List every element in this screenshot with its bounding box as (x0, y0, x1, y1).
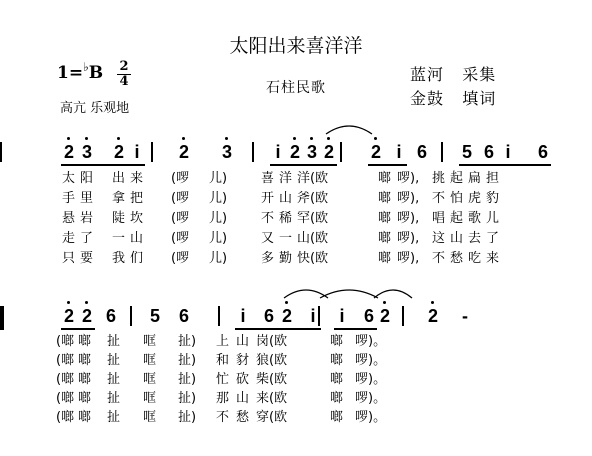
meter-top: 2 (119, 59, 129, 74)
note: 2 (281, 306, 292, 326)
lyric-word: 穿(欧 (256, 410, 288, 425)
lyric-word: 吃 (468, 251, 482, 266)
lyric-word: 虎 (468, 191, 482, 206)
lyric-word: 了 (80, 231, 94, 246)
lyric-word: 哐 (143, 372, 157, 387)
note: i (396, 142, 402, 162)
lyric-word: 哐 (143, 410, 157, 425)
note: 2 (427, 306, 438, 326)
lyric-word: 啷 (78, 334, 92, 349)
lyric-word: 啷 (78, 353, 92, 368)
lyric-word: 扯) (178, 391, 197, 406)
lyric-word: 喜 (261, 171, 275, 186)
note: 2 (289, 142, 300, 162)
lyric-word: (啷 (56, 334, 75, 349)
note: 3 (81, 142, 92, 162)
note: i (505, 142, 511, 162)
credit-name: 金鼓 (410, 89, 445, 108)
lyric-word: (啰 (171, 231, 190, 246)
lyric-word: (啰 (171, 211, 190, 226)
lyric-word: 山 (279, 191, 293, 206)
lyric-word: 出 (112, 171, 126, 186)
lyric-word: 砍 (236, 372, 250, 387)
lyric-word: 豹 (486, 191, 500, 206)
lyric-word: 走 (62, 231, 76, 246)
lyric-word: 啷 (78, 372, 92, 387)
lyric-word: 啷 (330, 372, 344, 387)
lyric-word: 扯) (178, 372, 197, 387)
lyric-word: 怕 (450, 191, 464, 206)
lyric-word: 啰), (397, 231, 420, 246)
lyric-word: 啷 (378, 171, 392, 186)
lyric-word: 不 (216, 410, 230, 425)
note: 6 (105, 306, 116, 326)
song-title: 太阳出来喜洋洋 (229, 35, 363, 57)
note: 5 (461, 142, 472, 162)
lyric-word: 狼(欧 (256, 353, 288, 368)
lyric-word: 去 (468, 231, 482, 246)
lyric-word: 啷 (330, 334, 344, 349)
lyric-word: 哐 (143, 334, 157, 349)
slur (326, 126, 372, 134)
lyric-word: 扁 (468, 171, 482, 186)
lyric-word: 岩 (80, 211, 94, 226)
lyric-word: (啷 (56, 391, 75, 406)
lyric-word: 啷 (330, 410, 344, 425)
note: i (339, 306, 345, 326)
lyric-word: 上 (216, 334, 230, 349)
lyric-word: 担 (486, 171, 500, 186)
lyric-word: 愁 (450, 251, 464, 266)
lyric-word: 啰), (397, 191, 420, 206)
note: 2 (113, 142, 124, 162)
lyric-word: 山 (130, 231, 144, 246)
note: 2 (178, 142, 189, 162)
lyric-word: 啰), (397, 211, 420, 226)
lyric-word: 啷 (378, 211, 392, 226)
lyric-word: 那 (216, 391, 230, 406)
lyric-word: 来 (130, 171, 144, 186)
lyric-word: 一 (279, 231, 293, 246)
lyric-word: 稀 (279, 211, 293, 226)
note: 6 (178, 306, 189, 326)
lyric-word: 山 (450, 231, 464, 246)
lyric-word: 啰)。 (355, 410, 387, 425)
lyric-word: 起 (450, 171, 464, 186)
flat-sign: ♭ (83, 60, 89, 74)
lyric-word: 儿) (209, 231, 228, 246)
note: 3 (306, 142, 317, 162)
note: 2 (63, 142, 74, 162)
lyric-word: 啷 (378, 191, 392, 206)
note: 6 (363, 306, 374, 326)
lyric-word: 扯 (107, 334, 121, 349)
lyric-word: 又 (261, 231, 275, 246)
lyric-word: 一 (112, 231, 126, 246)
lyric-word: 开 (261, 191, 275, 206)
credit-role: 填词 (462, 89, 497, 108)
lyric-word: 挑 (432, 171, 446, 186)
lyric-word: (啷 (56, 353, 75, 368)
lyric-word: 陡 (112, 211, 126, 226)
song-origin: 石柱民歌 (266, 80, 326, 96)
lyric-word: 哐 (143, 391, 157, 406)
lyric-word: 啷 (78, 391, 92, 406)
lyric-word: 只 (62, 251, 76, 266)
lyric-word: 啰)。 (355, 391, 387, 406)
slur (374, 290, 412, 298)
note: 5 (149, 306, 160, 326)
lyric-word: 手 (62, 191, 76, 206)
lyric-word: 啰), (397, 171, 420, 186)
lyric-word: 里 (80, 191, 94, 206)
lyric-word: 扯) (178, 410, 197, 425)
lyric-word: 来 (486, 251, 500, 266)
note: i (240, 306, 246, 326)
lyric-word: 我 (112, 251, 126, 266)
lyric-word: 们 (130, 251, 144, 266)
lyric-word: 歌 (468, 211, 482, 226)
lyric-word: 愁 (236, 410, 250, 425)
note: 6 (416, 142, 427, 162)
lyric-word: (啰 (171, 251, 190, 266)
note: i (310, 306, 316, 326)
note: 6 (263, 306, 274, 326)
lyric-word: 忙 (216, 372, 230, 387)
note: 2 (81, 306, 92, 326)
lyric-word: 岗(欧 (256, 334, 288, 349)
lyric-word: 拿 (112, 191, 126, 206)
lyric-word: 把 (130, 191, 144, 206)
lyric-word: 哐 (143, 353, 157, 368)
lyric-word: 儿) (209, 251, 228, 266)
lyric-word: 山 (236, 334, 250, 349)
lyric-word: 太 (62, 171, 76, 186)
lyric-word: 悬 (62, 211, 76, 226)
note: 2 (379, 306, 390, 326)
lyric-word: 啰)。 (355, 353, 387, 368)
lyric-word: 勤 (279, 251, 293, 266)
lyric-word: 柴(欧 (256, 372, 288, 387)
note: 6 (537, 142, 548, 162)
note: 2 (63, 306, 74, 326)
lyric-word: 啷 (78, 410, 92, 425)
lyric-word: 扯 (107, 372, 121, 387)
lyric-word: 儿) (209, 191, 228, 206)
lyric-word: 这 (432, 231, 446, 246)
note: 2 (323, 142, 334, 162)
lyric-word: 不 (432, 251, 446, 266)
lyric-word: (啷 (56, 372, 75, 387)
lyric-word: 快(欧 (297, 251, 329, 266)
key-letter: B (88, 63, 104, 83)
lyric-word: 洋 (279, 171, 293, 186)
lyric-word: (啷 (56, 410, 75, 425)
lyric-word: 不 (261, 211, 275, 226)
meter-bottom: 4 (119, 74, 129, 89)
lyric-word: 山(欧 (297, 231, 329, 246)
lyric-word: 唱 (432, 211, 446, 226)
lyric-word: 扯) (178, 334, 197, 349)
note: 6 (483, 142, 494, 162)
lyric-word: 豺 (236, 353, 250, 368)
note: i (275, 142, 281, 162)
lyric-word: 啷 (378, 251, 392, 266)
credit-name: 蓝河 (410, 65, 445, 84)
lyric-word: 啰), (397, 251, 420, 266)
note: 3 (221, 142, 232, 162)
lyric-word: 来(欧 (256, 391, 288, 406)
lyric-word: 多 (261, 251, 275, 266)
lyric-word: 啰)。 (355, 334, 387, 349)
lyric-word: 扯 (107, 353, 121, 368)
lyric-word: 儿) (209, 171, 228, 186)
lyric-word: 罕(欧 (297, 211, 329, 226)
lyric-word: 要 (80, 251, 94, 266)
lyric-word: 扯 (107, 410, 121, 425)
lyric-word: 阳 (80, 171, 94, 186)
lyric-word: (啰 (171, 191, 190, 206)
lyric-word: 啰)。 (355, 372, 387, 387)
key-prefix: 1= (57, 63, 84, 83)
lyric-word: 不 (432, 191, 446, 206)
lyric-word: 啷 (378, 231, 392, 246)
lyric-word: 啷 (330, 391, 344, 406)
lyric-word: 扯 (107, 391, 121, 406)
dash-note: - (462, 306, 468, 326)
performance-marking: 高亢 乐观地 (60, 101, 130, 116)
lyric-word: 和 (216, 353, 230, 368)
lyric-word: 儿 (486, 211, 500, 226)
lyric-word: 斧(欧 (297, 191, 329, 206)
note: i (134, 142, 140, 162)
lyric-word: 坎 (130, 211, 144, 226)
lyric-word: 儿) (209, 211, 228, 226)
note: 2 (370, 142, 381, 162)
lyric-word: 洋(欧 (297, 171, 329, 186)
lyric-word: 啷 (330, 353, 344, 368)
lyric-word: 起 (450, 211, 464, 226)
credit-role: 采集 (462, 65, 497, 84)
lyric-word: 山 (236, 391, 250, 406)
slur (320, 290, 378, 298)
lyric-word: (啰 (171, 171, 190, 186)
lyric-word: 扯) (178, 353, 197, 368)
lyric-word: 了 (486, 231, 500, 246)
